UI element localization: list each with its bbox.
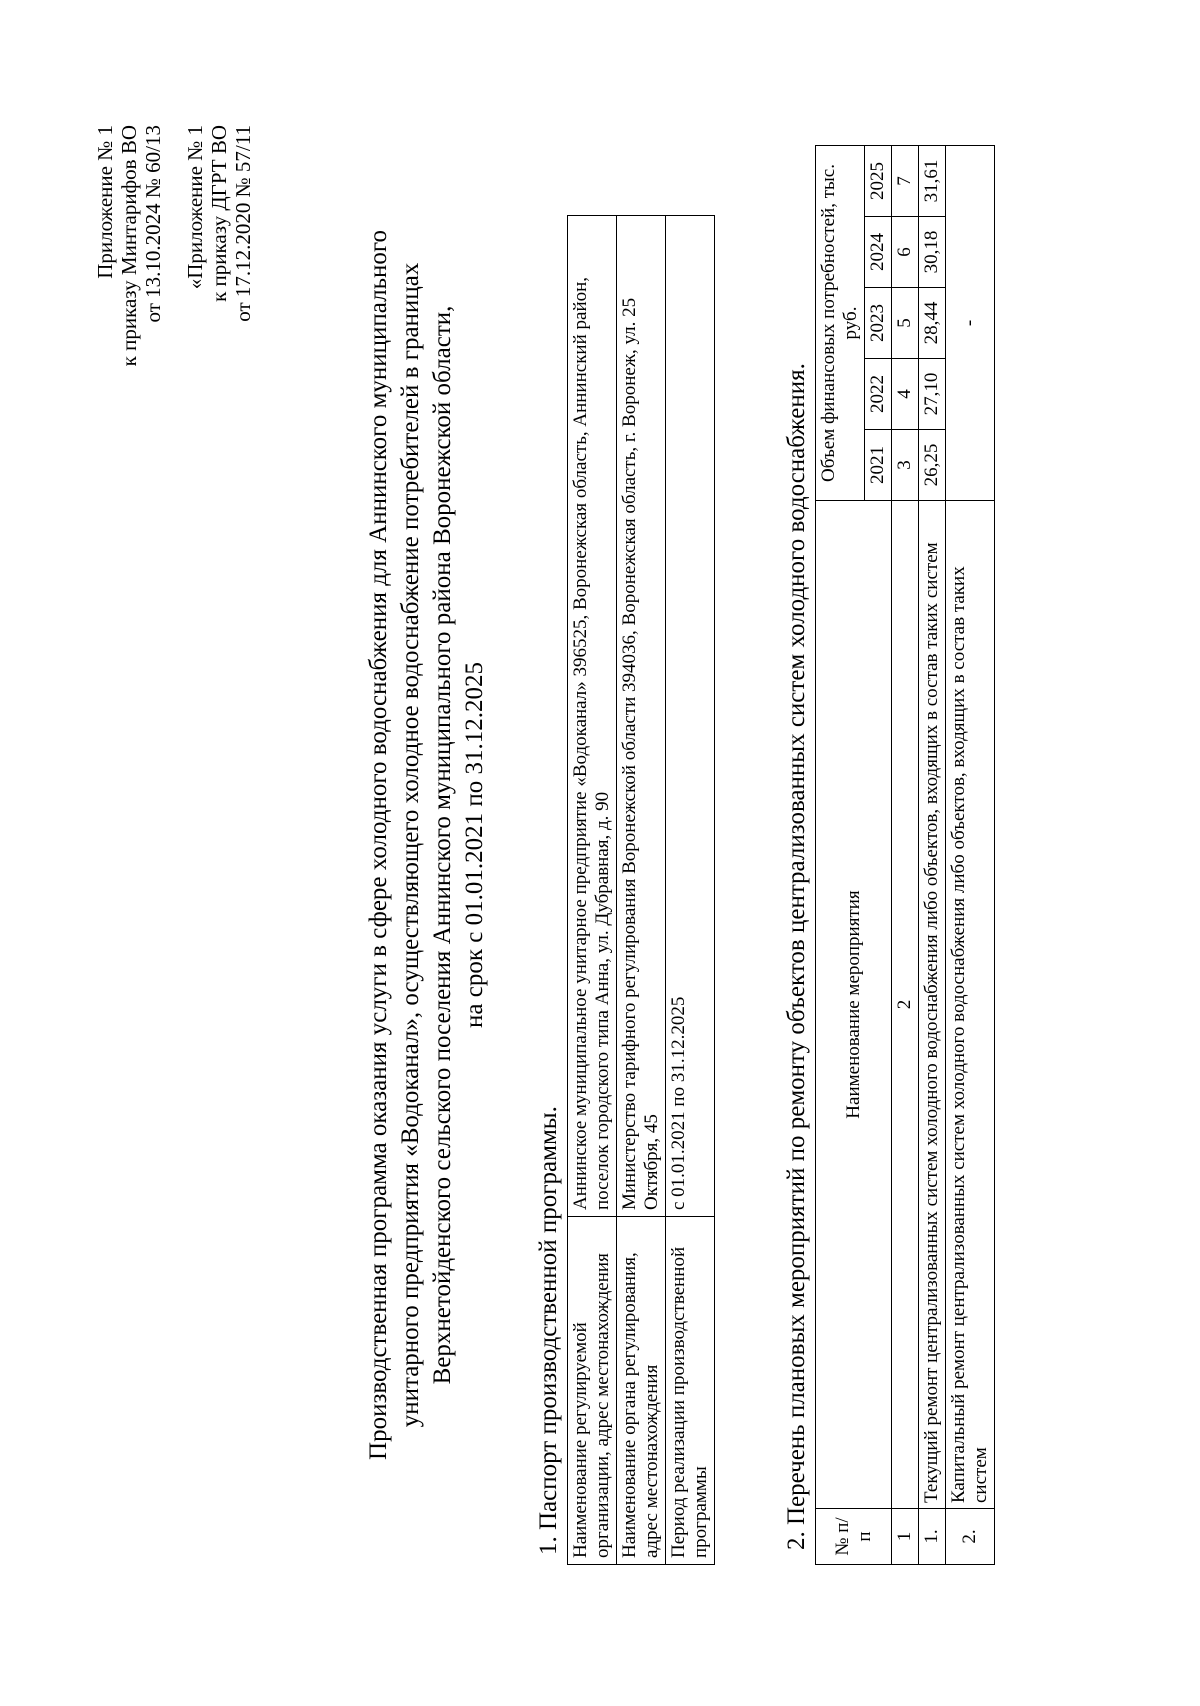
approval-line: к приказу ДГРТ ВО <box>207 125 231 302</box>
index-cell: 2 <box>892 501 919 1509</box>
header-measure-name: Наименование мероприятия <box>816 501 892 1509</box>
approval-note-original <box>183 125 255 322</box>
title-line: Производственная программа оказания услуги в сфере холодного водоснабжения для Аннинского муниципального <box>365 230 392 1460</box>
header-year: 2021 <box>865 430 892 501</box>
row-num: 1. <box>919 1509 946 1565</box>
header-year: 2025 <box>865 146 892 217</box>
document-title <box>363 155 491 1535</box>
approval-note-current <box>93 125 165 366</box>
table-cell-value: Аннинское муниципальное унитарное предприятие «Водоканал» 396525, Воронежская область, Аннинский район, поселок городского типа Анна, ул. Дубравная, д. 90 <box>568 216 617 1217</box>
row-value: 31,61 <box>919 146 946 217</box>
approval-line: к приказу Минтарифов ВО <box>117 125 141 367</box>
index-cell: 6 <box>892 217 919 288</box>
index-cell: 3 <box>892 430 919 501</box>
row-value: 30,18 <box>919 217 946 288</box>
title-line: на срок с 01.01.2021 по 31.12.2025 <box>461 662 488 1028</box>
table-header-row <box>816 146 865 1565</box>
table-index-row <box>892 146 919 1565</box>
section-2-heading: 2. Перечень плановых мероприятий по ремонту объектов централизованных систем холодного водоснабжения. <box>783 363 810 1550</box>
row-value: 27,10 <box>919 359 946 430</box>
title-line: Верхнетойденского сельского поселения Аннинского муниципального района Воронежской области, <box>429 305 456 1385</box>
table-row <box>617 216 666 1565</box>
document-page <box>45 65 1175 1625</box>
approval-line: от 13.10.2024 № 60/13 <box>141 125 165 323</box>
table-row <box>666 216 715 1565</box>
approval-line: от 17.12.2020 № 57/11 <box>231 125 255 322</box>
row-measure-name: Капитальный ремонт централизованных систем холодного водоснабжения либо объектов, входящих в состав таких систем <box>946 501 995 1509</box>
index-cell: 1 <box>892 1509 919 1565</box>
header-year: 2023 <box>865 288 892 359</box>
row-merged-value: - <box>946 146 995 501</box>
row-num: 2. <box>946 1509 995 1565</box>
row-value: 28,44 <box>919 288 946 359</box>
index-cell: 7 <box>892 146 919 217</box>
header-num: № п/п <box>816 1509 892 1565</box>
table-row <box>919 146 946 1565</box>
table-cell-label: Наименование органа регулирования, адрес местонахождения <box>617 1217 666 1565</box>
passport-table <box>567 215 715 1565</box>
table-row <box>568 216 617 1565</box>
approval-line: «Приложение № 1 <box>183 125 207 290</box>
index-cell: 5 <box>892 288 919 359</box>
table-cell-value: с 01.01.2021 по 31.12.2025 <box>666 216 715 1217</box>
section-1-heading: 1. Паспорт производственной программы. <box>535 1106 562 1555</box>
row-measure-name: Текущий ремонт централизованных систем холодного водоснабжения либо объектов, входящих в состав таких систем <box>919 501 946 1509</box>
title-line: унитарного предприятия «Водоканал», осуществляющего холодное водоснабжение потребителей в границах <box>397 262 424 1428</box>
table-cell-label: Период реализации производственной программы <box>666 1217 715 1565</box>
measures-table <box>815 145 995 1565</box>
table-cell-label: Наименование регулируемой организации, адрес местонахождения <box>568 1217 617 1565</box>
header-financial-volume: Объем финансовых потребностей, тыс. руб. <box>816 146 865 501</box>
table-cell-value: Министерство тарифного регулирования Воронежской области 394036, Воронежская область, г. Воронеж, ул. 25 Октября, 45 <box>617 216 666 1217</box>
index-cell: 4 <box>892 359 919 430</box>
header-year: 2024 <box>865 217 892 288</box>
approval-line: Приложение № 1 <box>93 125 117 279</box>
table-row <box>946 146 995 1565</box>
row-value: 26,25 <box>919 430 946 501</box>
header-year: 2022 <box>865 359 892 430</box>
